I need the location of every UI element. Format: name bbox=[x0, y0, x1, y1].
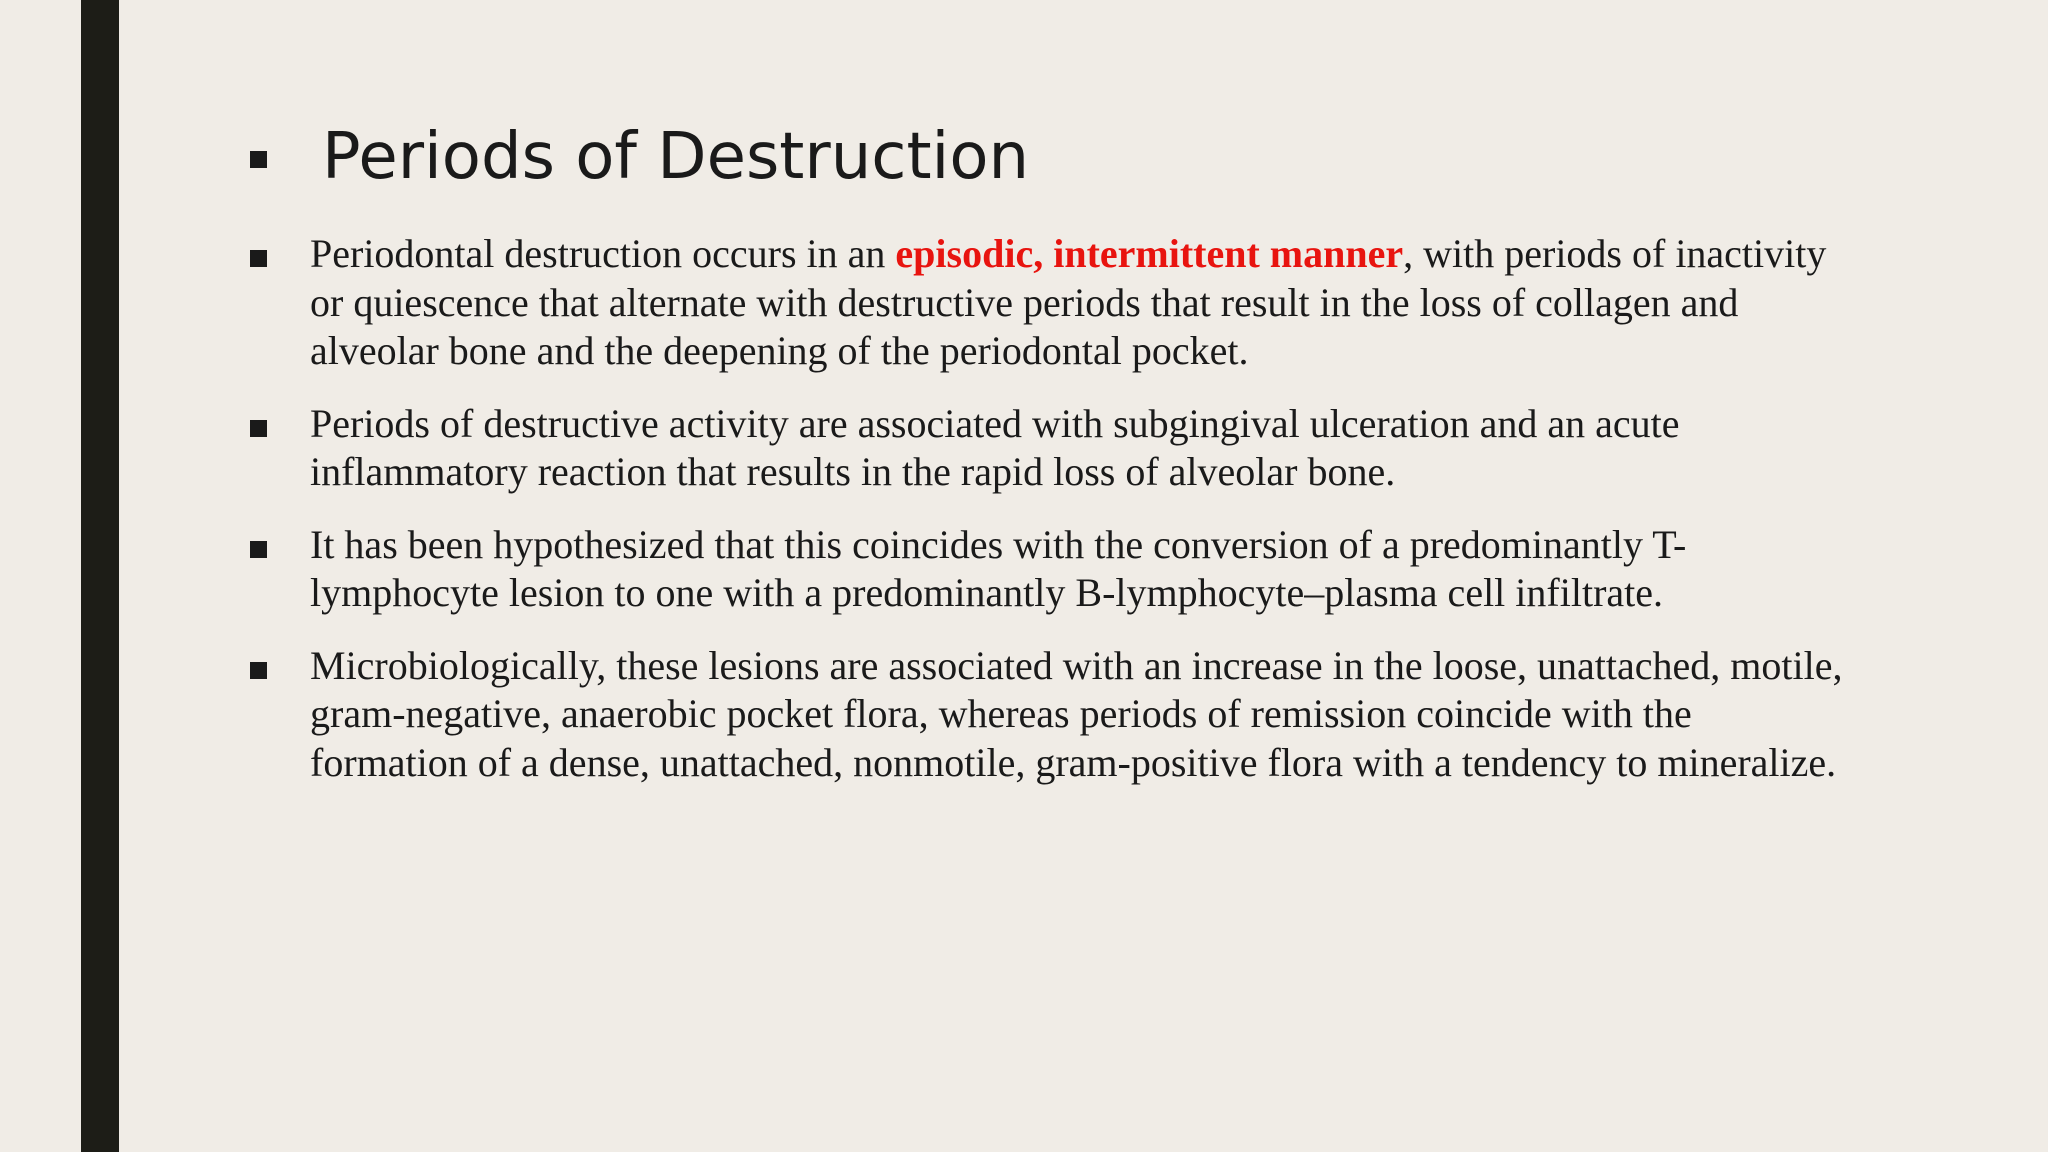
bullet-item bbox=[250, 642, 1850, 788]
bullet-list bbox=[250, 230, 1850, 811]
bullet-item bbox=[250, 400, 1850, 497]
left-accent-bar bbox=[81, 0, 119, 1152]
bullet-text: Periods of destructive activity are associated with subgingival ulceration and an acute inflammatory reaction that results in the rapid loss of alveolar bone. bbox=[310, 400, 1680, 494]
bullet-emphasis: episodic, intermittent manner bbox=[895, 231, 1404, 276]
title-bullet-icon bbox=[250, 151, 267, 168]
square-bullet-icon bbox=[250, 420, 267, 437]
bullet-text-after: , with periods of inactivity or quiescence that alternate with destructive periods that result in the loss of collagen and alveolar bone and the deepening of the periodontal pocket. bbox=[310, 231, 1827, 373]
bullet-text: Microbiologically, these lesions are associated with an increase in the loose, unattached, motile, gram-negative, anaerobic pocket flora, whereas periods of remission coincide with the formation of a dense, unattached, nonmotile, gram-positive flora with a tendency to mineralize. bbox=[310, 642, 1843, 785]
bullet-text bbox=[310, 230, 1850, 376]
bullet-text-before: Periodontal destruction occurs in an bbox=[310, 231, 896, 276]
square-bullet-icon bbox=[250, 250, 267, 267]
bullet-item bbox=[250, 521, 1850, 618]
bullet-text: It has been hypothesized that this coincides with the conversion of a predominantly T-lymphocyte lesion to one with a predominantly B-lymphocyte–plasma cell infiltrate. bbox=[310, 521, 1687, 615]
bullet-item bbox=[250, 230, 1850, 376]
slide-title: Periods of Destruction bbox=[322, 120, 1030, 194]
title-row bbox=[250, 112, 1029, 202]
square-bullet-icon bbox=[250, 662, 267, 679]
square-bullet-icon bbox=[250, 541, 267, 558]
